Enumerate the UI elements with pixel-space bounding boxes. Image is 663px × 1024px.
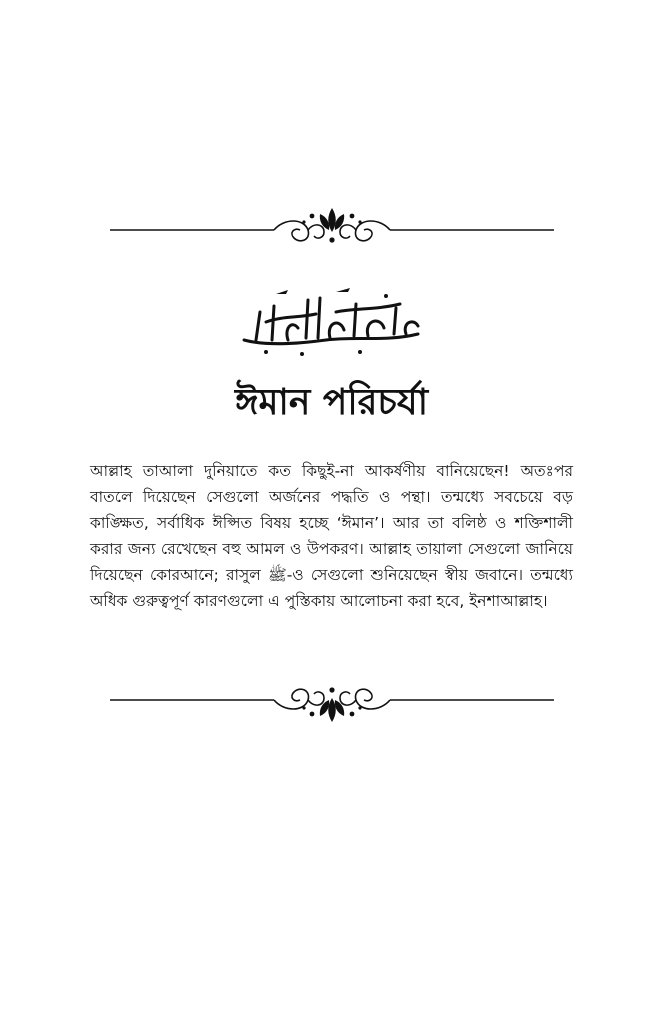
bismillah-calligraphy — [236, 282, 426, 362]
ornamental-divider-bottom — [108, 680, 556, 730]
flourish-ornament-icon — [108, 680, 556, 730]
body-paragraph: আল্লাহ তাআলা দুনিয়াতে কত কিছুই-না আকর্ষণীয় বানিয়েছেন! অতঃপর বাতলে দিয়েছেন সেগুলো অর্জনের পদ্ধতি ও পন্থা। তন্মধ্যে সবচেয়ে বড় কাঙ্ক্ষিত, সর্বাধিক ঈপ্সিত বিষয় হচ্ছে ‘ঈমান’। আর তা বলিষ্ঠ ও শক্তিশালী করার জন্য রেখেছেন বহু আমল ও উপকরণ। আল্লাহ তায়ালা সেগুলো জানিয়ে দিয়েছেন কোরআনে; রাসুল ﷺ-ও সেগুলো শুনিয়েছেন স্বীয় জবানে। তন্মধ্যে অধিক গুরুত্বপূর্ণ কারণগুলো এ পুস্তিকায় আলোচনা করা হবে, ইনশাআল্লাহ। — [90, 462, 573, 610]
ornamental-divider-top — [108, 200, 556, 250]
bismillah-calligraphy-image — [236, 282, 426, 362]
flourish-ornament-icon — [108, 200, 556, 250]
page-title: ঈমান পরিচর্যা — [234, 382, 429, 423]
